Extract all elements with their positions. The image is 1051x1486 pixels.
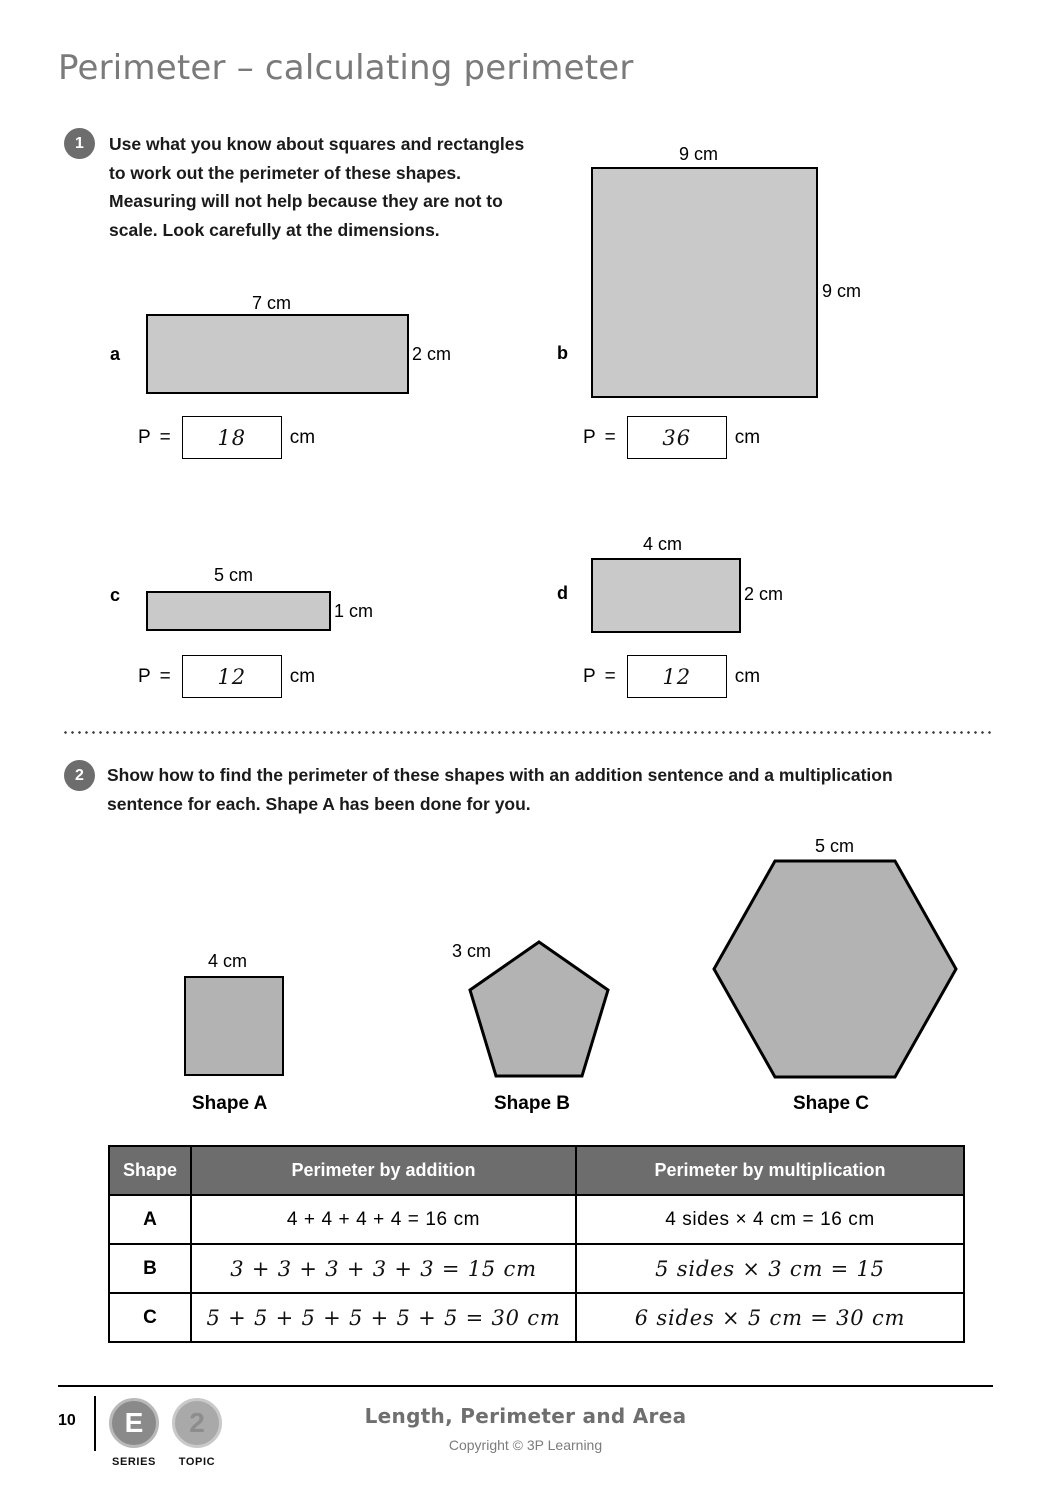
footer-title: Length, Perimeter and Area bbox=[364, 1404, 687, 1428]
shape-B-caption: Shape B bbox=[494, 1093, 571, 1114]
table-row bbox=[109, 1195, 964, 1244]
shape-c-p-label: P = bbox=[138, 665, 173, 687]
question-text-1: Use what you know about squares and rectangles to work out the perimeter of these shapes. Measuring will not help because they are not to scale. Look carefully at the dimensions. bbox=[109, 134, 525, 240]
shape-d-answer-value: 12 bbox=[662, 664, 692, 689]
table-cell-shape-C: C bbox=[109, 1293, 191, 1342]
pentagon-svg bbox=[466, 938, 612, 1080]
shape-label-d: d bbox=[557, 583, 568, 603]
shape-c-answer-value: 12 bbox=[217, 664, 247, 689]
shape-B-pentagon bbox=[466, 938, 612, 1080]
page-number: 10 bbox=[58, 1412, 76, 1429]
shape-label-b: b bbox=[557, 343, 568, 363]
shape-b-side-dimension: 9 cm bbox=[822, 281, 862, 301]
topic-badge-caption: TOPIC bbox=[178, 1456, 216, 1468]
question-text-2: Show how to find the perimeter of these shapes with an addition sentence and a multiplication sentence for each. Shape A has been done for you. bbox=[107, 765, 893, 814]
shape-d-p-label: P = bbox=[583, 665, 618, 687]
shape-b-answer-value: 36 bbox=[662, 425, 692, 450]
table-row bbox=[109, 1244, 964, 1293]
table-cell-multiplication-C[interactable]: 6 sides × 5 cm = 30 cm bbox=[576, 1293, 964, 1342]
table-row bbox=[109, 1293, 964, 1342]
footer-copyright: Copyright © 3P Learning bbox=[448, 1437, 603, 1453]
table-cell-multiplication-B[interactable]: 5 sides × 3 cm = 15 bbox=[576, 1244, 964, 1293]
table-cell-multiplication-A: 4 sides × 4 cm = 16 cm bbox=[576, 1195, 964, 1244]
shape-a-top-dimension: 7 cm bbox=[252, 293, 292, 313]
question-number-1: 1 bbox=[64, 128, 95, 159]
shape-label-c: c bbox=[110, 585, 121, 605]
table-header-addition: Perimeter by addition bbox=[191, 1146, 576, 1195]
topic-badge: 2 bbox=[172, 1398, 222, 1448]
shape-b-answer-unit: cm bbox=[734, 426, 761, 448]
shape-a-rectangle bbox=[146, 314, 409, 394]
shape-a-p-label: P = bbox=[138, 426, 173, 448]
table-header-shape: Shape bbox=[109, 1146, 191, 1195]
shape-A-square bbox=[184, 976, 284, 1076]
shape-d-answer-row bbox=[583, 655, 760, 698]
shape-a-answer-box[interactable] bbox=[182, 416, 282, 459]
shape-b-square bbox=[591, 167, 818, 398]
shape-c-answer-unit: cm bbox=[289, 665, 316, 687]
shape-A-caption: Shape A bbox=[192, 1093, 268, 1114]
shape-label-a: a bbox=[110, 344, 121, 364]
shape-c-answer-box[interactable] bbox=[182, 655, 282, 698]
table-cell-addition-B[interactable]: 3 + 3 + 3 + 3 + 3 = 15 cm bbox=[191, 1244, 576, 1293]
page-title: Perimeter – calculating perimeter bbox=[58, 48, 634, 88]
shape-b-answer-row bbox=[583, 416, 760, 459]
shape-c-answer-row bbox=[138, 655, 315, 698]
shape-d-top-dimension: 4 cm bbox=[643, 534, 683, 554]
shape-a-side-dimension: 2 cm bbox=[412, 344, 452, 364]
table-header-row bbox=[109, 1146, 964, 1195]
table-cell-addition-C[interactable]: 5 + 5 + 5 + 5 + 5 + 5 = 30 cm bbox=[191, 1293, 576, 1342]
section-divider bbox=[62, 731, 992, 734]
table-header-multiplication: Perimeter by multiplication bbox=[576, 1146, 964, 1195]
shape-b-p-label: P = bbox=[583, 426, 618, 448]
shape-c-side-dimension: 1 cm bbox=[334, 601, 374, 621]
shape-b-top-dimension: 9 cm bbox=[679, 144, 719, 164]
shape-A-side-dimension: 4 cm bbox=[208, 951, 248, 971]
table-cell-shape-A: A bbox=[109, 1195, 191, 1244]
series-badge-caption: SERIES bbox=[112, 1456, 156, 1468]
shape-c-top-dimension: 5 cm bbox=[214, 565, 254, 585]
shape-d-rectangle bbox=[591, 558, 741, 633]
shape-b-answer-box[interactable] bbox=[627, 416, 727, 459]
shape-B-side-dimension: 3 cm bbox=[452, 941, 492, 961]
question-number-2: 2 bbox=[64, 760, 95, 791]
series-badge: E bbox=[109, 1398, 159, 1448]
shape-a-answer-value: 18 bbox=[217, 425, 247, 450]
shape-a-answer-unit: cm bbox=[289, 426, 316, 448]
shape-a-answer-row bbox=[138, 416, 315, 459]
shape-C-hexagon bbox=[710, 857, 960, 1081]
shape-c-rectangle bbox=[146, 591, 331, 631]
shape-d-side-dimension: 2 cm bbox=[744, 584, 784, 604]
footer-divider bbox=[58, 1385, 993, 1387]
shape-d-answer-box[interactable] bbox=[627, 655, 727, 698]
shape-d-answer-unit: cm bbox=[734, 665, 761, 687]
shape-C-caption: Shape C bbox=[793, 1093, 870, 1114]
perimeter-table bbox=[108, 1145, 965, 1343]
table-cell-addition-A: 4 + 4 + 4 + 4 = 16 cm bbox=[191, 1195, 576, 1244]
table-cell-shape-B: B bbox=[109, 1244, 191, 1293]
shape-C-side-dimension: 5 cm bbox=[815, 836, 855, 856]
hexagon-svg bbox=[710, 857, 960, 1081]
